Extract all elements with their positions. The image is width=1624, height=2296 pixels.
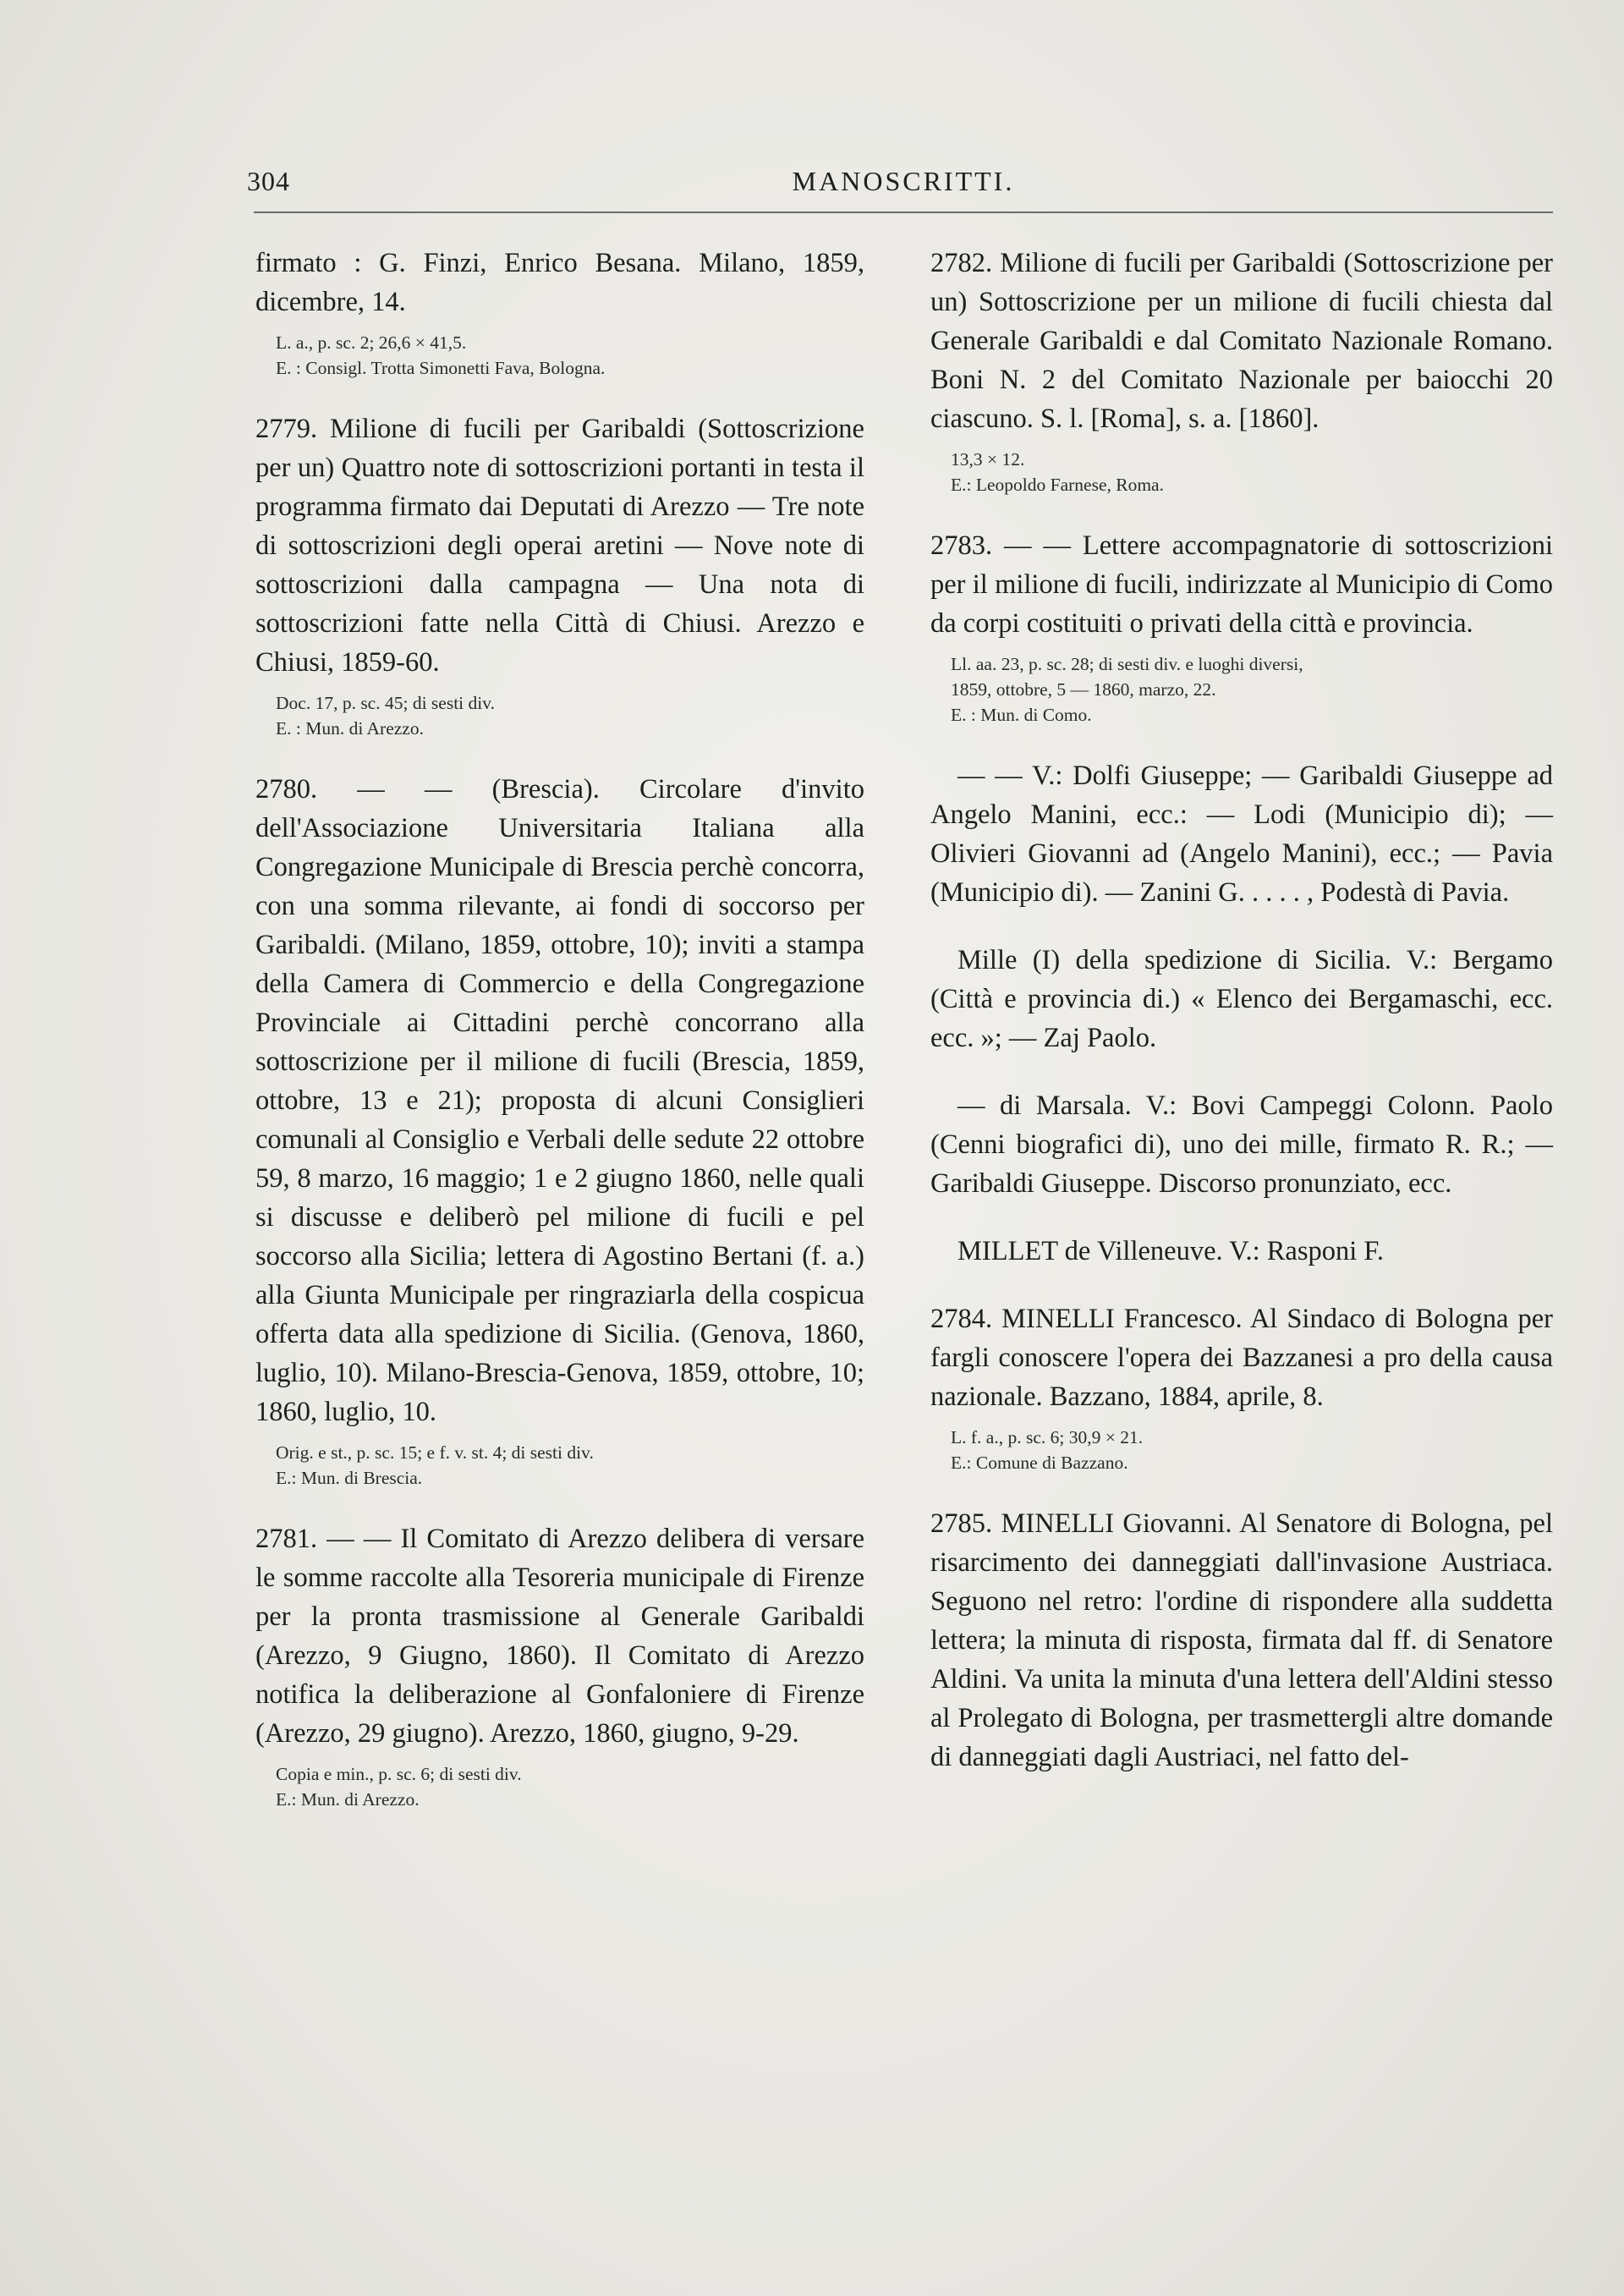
entry-notes [276,1440,864,1491]
note-line: E.: Mun. di Brescia. [276,1468,423,1488]
note-line: E. : Mun. di Como. [951,705,1092,725]
running-head [247,166,1560,203]
entry-2784 [930,1299,1553,1475]
entry-text: — — V.: Dolfi Giuseppe; — Garibaldi Giuseppe ad Angelo Manini, ecc.: — Lodi (Municipio di); — Olivieri Giovanni ad (Angelo Manini), ecc.; — Pavia (Municipio di). — Zanini G. . . . . , Podestà di Pavia. [930,761,1553,908]
entry-text: firmato : G. Finzi, Enrico Besana. Milano, 1859, dicembre, 14. [255,248,864,317]
entry-text: — di Marsala. V.: Bovi Campeggi Colonn. Paolo (Cenni biografici di), uno dei mille, firmato R. R.; — Garibaldi Giuseppe. Discorso pronunziato, ecc. [930,1090,1553,1199]
entry-notes [276,330,864,381]
entry-text: 2781. — — Il Comitato di Arezzo delibera di versare le somme raccolte alla Tesoreria municipale di Firenze per la pronta trasmissione al Generale Garibaldi (Arezzo, 9 Giugno, 1860). Il Comitato di Arezzo notifica la deliberazione al Gonfaloniere di Firenze (Arezzo, 29 giugno). Arezzo, 1860, giugno, 9-29. [255,1524,864,1749]
note-line: E.: Comune di Bazzano. [951,1453,1128,1473]
note-line: L. f. a., p. sc. 6; 30,9 × 21. [951,1427,1144,1447]
entry-text: 2784. MINELLI Francesco. Al Sindaco di Bologna per fargli conoscere l'opera dei Bazzanesi a pro della causa nazionale. Bazzano, 1884, aprile, 8. [930,1304,1553,1412]
entry-continuation [255,244,864,381]
entry-2781 [255,1519,864,1812]
entry-text: 2779. Milione di fucili per Garibaldi (Sottoscrizione per un) Quattro note di sottoscrizioni portanti in testa il programma firmato dai Deputati di Arezzo — Tre note di sottoscrizioni degli operai aretini — Nove note di sottoscrizioni dalla campagna — Una nota di sottoscrizioni fatte nella Città di Chiusi. Arezzo e Chiusi, 1859-60. [255,414,864,678]
cross-reference-1 [930,756,1553,912]
left-column [255,244,864,1841]
section-title: MANOSCRITTI. [792,166,1015,196]
note-line: 13,3 × 12. [951,449,1025,470]
cross-reference-3 [930,1086,1553,1203]
note-line: E. : Consigl. Trotta Simonetti Fava, Bologna. [276,358,606,378]
cross-reference-4 [930,1232,1553,1271]
entry-notes [951,447,1553,497]
page-number: 304 [247,166,290,196]
entry-notes [276,690,864,741]
note-line: E.: Mun. di Arezzo. [276,1789,420,1810]
note-line: 1859, ottobre, 5 — 1860, marzo, 22. [951,679,1216,700]
note-line: Ll. aa. 23, p. sc. 28; di sesti div. e luoghi diversi, [951,654,1303,674]
right-column [930,244,1553,1805]
entry-2785 [930,1504,1553,1777]
entry-text: MILLET de Villeneuve. V.: Rasponi F. [957,1236,1384,1266]
entry-2783 [930,526,1553,728]
note-line: Copia e min., p. sc. 6; di sesti div. [276,1764,522,1784]
entry-notes [951,1425,1553,1475]
note-line: Doc. 17, p. sc. 45; di sesti div. [276,693,495,713]
entry-notes [951,651,1553,728]
entry-text: 2785. MINELLI Giovanni. Al Senatore di Bologna, pel risarcimento dei danneggiati dall'invasione Austriaca. Seguono nel retro: l'ordine di rispondere alla suddetta lettera; la minuta di risposta, firmata dal ff. di Senatore Aldini. Va unita la minuta d'una lettera dell'Aldini stesso al Prolegato di Bologna, per trasmettergli altre domande di danneggiati dagli Austriaci, nel fatto del- [930,1508,1553,1772]
header-rule [254,211,1553,213]
note-line: E.: Leopoldo Farnese, Roma. [951,475,1164,495]
entry-2782 [930,244,1553,497]
entry-text: Mille (I) della spedizione di Sicilia. V.: Bergamo (Città e provincia di.) « Elenco dei Bergamaschi, ecc. ecc. »; — Zaj Paolo. [930,945,1553,1053]
entry-2779 [255,409,864,741]
entry-text: 2780. — — (Brescia). Circolare d'invito dell'Associazione Universitaria Italiana alla Congregazione Municipale di Brescia perchè concorra, con una somma rilevante, ai fondi di soccorso per Garibaldi. (Milano, 1859, ottobre, 10); inviti a stampa della Camera di Commercio e della Congregazione Provinciale ai Cittadini perchè concorrano alla sottoscrizione per il milione di fucili (Brescia, 1859, ottobre, 13 e 21); proposta di alcuni Consiglieri comunali al Consiglio e Verbali delle sedute 22 ottobre 59, 8 marzo, 16 maggio; 1 e 2 giugno 1860, nelle quali si discusse e deliberò pel milione di fucili e pel soccorso alla Sicilia; lettera di Agostino Bertani (f. a.) alla Giunta Municipale per ringraziarla della cospicua offerta data alla spedizione di Sicilia. (Genova, 1860, luglio, 10). Milano-Brescia-Genova, 1859, ottobre, 10; 1860, luglio, 10. [255,774,864,1427]
entry-2780 [255,770,864,1491]
entry-text: 2782. Milione di fucili per Garibaldi (Sottoscrizione per un) Sottoscrizione per un milione di fucili chiesta dal Generale Garibaldi e dal Comitato Nazionale Romano. Boni N. 2 del Comitato Nazionale per baiocchi 20 ciascuno. S. l. [Roma], s. a. [1860]. [930,248,1553,434]
note-line: L. a., p. sc. 2; 26,6 × 41,5. [276,332,467,353]
entry-notes [276,1761,864,1812]
note-line: E. : Mun. di Arezzo. [276,718,424,739]
note-line: Orig. e st., p. sc. 15; e f. v. st. 4; di sesti div. [276,1442,594,1463]
cross-reference-2 [930,941,1553,1057]
entry-text: 2783. — — Lettere accompagnatorie di sottoscrizioni per il milione di fucili, indirizzate al Municipio di Como da corpi costituiti o privati della città e provincia. [930,530,1553,639]
